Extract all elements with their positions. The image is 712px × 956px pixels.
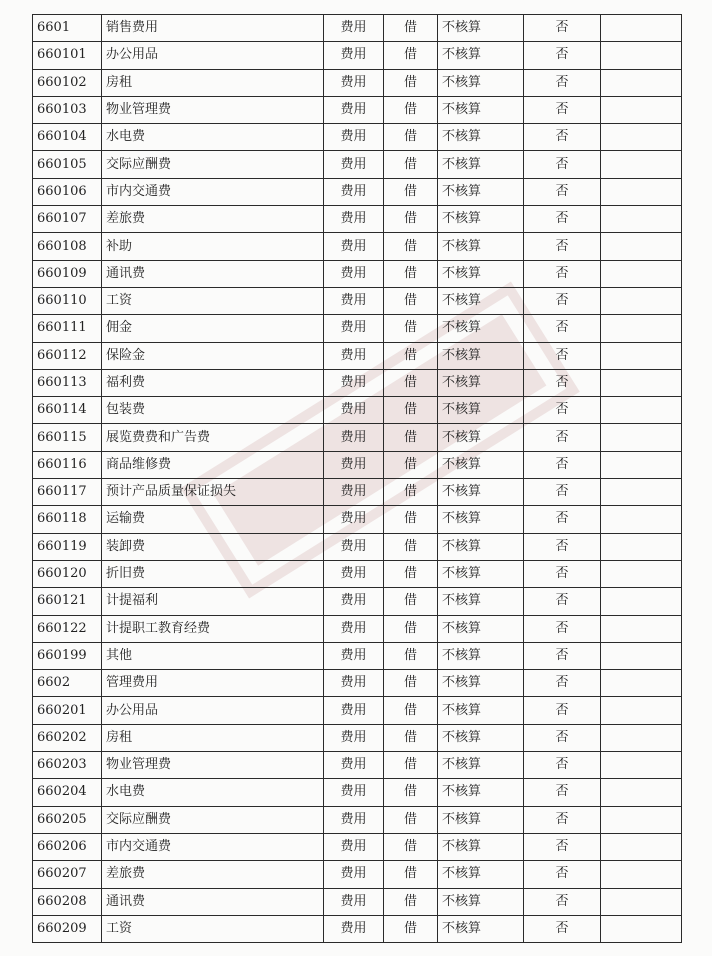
- account-name-cell: 差旅费: [102, 861, 324, 888]
- balance-direction-cell: 借: [384, 915, 438, 942]
- account-type-cell: 费用: [324, 670, 384, 697]
- table-row: [33, 915, 682, 942]
- account-code-cell: 660205: [33, 806, 102, 833]
- account-name-cell: 通讯费: [102, 888, 324, 915]
- auxiliary-accounting-cell: 不核算: [438, 206, 524, 233]
- balance-direction-cell: 借: [384, 533, 438, 560]
- balance-direction-cell: 借: [384, 697, 438, 724]
- table-row: [33, 506, 682, 533]
- account-type-cell: 费用: [324, 69, 384, 96]
- account-name-cell: 通讯费: [102, 260, 324, 287]
- account-code-cell: 6602: [33, 670, 102, 697]
- auxiliary-accounting-cell: 不核算: [438, 424, 524, 451]
- table-row: [33, 642, 682, 669]
- table-row: [33, 615, 682, 642]
- account-code-cell: 660115: [33, 424, 102, 451]
- account-name-cell: 工资: [102, 915, 324, 942]
- balance-direction-cell: 借: [384, 151, 438, 178]
- auxiliary-accounting-cell: 不核算: [438, 642, 524, 669]
- account-type-cell: 费用: [324, 178, 384, 205]
- empty-cell: [601, 888, 682, 915]
- account-code-cell: 660204: [33, 779, 102, 806]
- auxiliary-accounting-cell: 不核算: [438, 397, 524, 424]
- flag-cell: 否: [524, 42, 601, 69]
- flag-cell: 否: [524, 342, 601, 369]
- table-row: [33, 697, 682, 724]
- account-name-cell: 保险金: [102, 342, 324, 369]
- account-code-cell: 660206: [33, 833, 102, 860]
- account-name-cell: 展览费费和广告费: [102, 424, 324, 451]
- flag-cell: 否: [524, 424, 601, 451]
- account-name-cell: 办公用品: [102, 697, 324, 724]
- empty-cell: [601, 915, 682, 942]
- table-row: [33, 206, 682, 233]
- account-name-cell: 水电费: [102, 124, 324, 151]
- empty-cell: [601, 369, 682, 396]
- auxiliary-accounting-cell: 不核算: [438, 915, 524, 942]
- balance-direction-cell: 借: [384, 124, 438, 151]
- empty-cell: [601, 151, 682, 178]
- auxiliary-accounting-cell: 不核算: [438, 369, 524, 396]
- table-row: [33, 233, 682, 260]
- empty-cell: [601, 506, 682, 533]
- account-type-cell: 费用: [324, 342, 384, 369]
- table-row: [33, 96, 682, 123]
- account-type-cell: 费用: [324, 779, 384, 806]
- empty-cell: [601, 588, 682, 615]
- empty-cell: [601, 69, 682, 96]
- balance-direction-cell: 借: [384, 615, 438, 642]
- empty-cell: [601, 479, 682, 506]
- flag-cell: 否: [524, 888, 601, 915]
- account-code-cell: 660105: [33, 151, 102, 178]
- empty-cell: [601, 342, 682, 369]
- flag-cell: 否: [524, 560, 601, 587]
- account-type-cell: 费用: [324, 206, 384, 233]
- flag-cell: 否: [524, 861, 601, 888]
- auxiliary-accounting-cell: 不核算: [438, 342, 524, 369]
- balance-direction-cell: 借: [384, 451, 438, 478]
- balance-direction-cell: 借: [384, 642, 438, 669]
- empty-cell: [601, 779, 682, 806]
- account-code-cell: 660117: [33, 479, 102, 506]
- account-code-cell: 660102: [33, 69, 102, 96]
- account-type-cell: 费用: [324, 42, 384, 69]
- auxiliary-accounting-cell: 不核算: [438, 670, 524, 697]
- account-name-cell: 物业管理费: [102, 96, 324, 123]
- flag-cell: 否: [524, 779, 601, 806]
- empty-cell: [601, 124, 682, 151]
- balance-direction-cell: 借: [384, 806, 438, 833]
- account-type-cell: 费用: [324, 588, 384, 615]
- flag-cell: 否: [524, 69, 601, 96]
- account-name-cell: 计提福利: [102, 588, 324, 615]
- account-code-cell: 660203: [33, 752, 102, 779]
- table-row: [33, 779, 682, 806]
- account-type-cell: 费用: [324, 424, 384, 451]
- flag-cell: 否: [524, 96, 601, 123]
- empty-cell: [601, 424, 682, 451]
- auxiliary-accounting-cell: 不核算: [438, 888, 524, 915]
- account-code-cell: 660202: [33, 724, 102, 751]
- account-code-cell: 6601: [33, 15, 102, 42]
- auxiliary-accounting-cell: 不核算: [438, 233, 524, 260]
- auxiliary-accounting-cell: 不核算: [438, 42, 524, 69]
- balance-direction-cell: 借: [384, 178, 438, 205]
- account-type-cell: 费用: [324, 888, 384, 915]
- account-name-cell: 物业管理费: [102, 752, 324, 779]
- flag-cell: 否: [524, 915, 601, 942]
- table-row: [33, 124, 682, 151]
- empty-cell: [601, 833, 682, 860]
- empty-cell: [601, 752, 682, 779]
- flag-cell: 否: [524, 178, 601, 205]
- table-row: [33, 479, 682, 506]
- account-type-cell: 费用: [324, 806, 384, 833]
- account-code-cell: 660122: [33, 615, 102, 642]
- account-type-cell: 费用: [324, 697, 384, 724]
- auxiliary-accounting-cell: 不核算: [438, 151, 524, 178]
- auxiliary-accounting-cell: 不核算: [438, 69, 524, 96]
- auxiliary-accounting-cell: 不核算: [438, 287, 524, 314]
- account-code-cell: 660208: [33, 888, 102, 915]
- balance-direction-cell: 借: [384, 260, 438, 287]
- flag-cell: 否: [524, 315, 601, 342]
- account-name-cell: 房租: [102, 724, 324, 751]
- account-name-cell: 办公用品: [102, 42, 324, 69]
- balance-direction-cell: 借: [384, 752, 438, 779]
- empty-cell: [601, 697, 682, 724]
- balance-direction-cell: 借: [384, 206, 438, 233]
- account-type-cell: 费用: [324, 451, 384, 478]
- table-row: [33, 752, 682, 779]
- table-body: [33, 15, 682, 943]
- account-name-cell: 市内交通费: [102, 178, 324, 205]
- balance-direction-cell: 借: [384, 15, 438, 42]
- flag-cell: 否: [524, 260, 601, 287]
- auxiliary-accounting-cell: 不核算: [438, 533, 524, 560]
- account-type-cell: 费用: [324, 233, 384, 260]
- account-code-cell: 660111: [33, 315, 102, 342]
- balance-direction-cell: 借: [384, 888, 438, 915]
- flag-cell: 否: [524, 724, 601, 751]
- account-name-cell: 差旅费: [102, 206, 324, 233]
- auxiliary-accounting-cell: 不核算: [438, 260, 524, 287]
- account-type-cell: 费用: [324, 287, 384, 314]
- empty-cell: [601, 724, 682, 751]
- flag-cell: 否: [524, 833, 601, 860]
- account-type-cell: 费用: [324, 397, 384, 424]
- account-type-cell: 费用: [324, 533, 384, 560]
- table-row: [33, 342, 682, 369]
- table-row: [33, 287, 682, 314]
- account-type-cell: 费用: [324, 615, 384, 642]
- account-type-cell: 费用: [324, 96, 384, 123]
- empty-cell: [601, 560, 682, 587]
- flag-cell: 否: [524, 506, 601, 533]
- account-code-cell: 660112: [33, 342, 102, 369]
- balance-direction-cell: 借: [384, 724, 438, 751]
- account-name-cell: 包装费: [102, 397, 324, 424]
- table-row: [33, 42, 682, 69]
- auxiliary-accounting-cell: 不核算: [438, 479, 524, 506]
- account-code-cell: 660207: [33, 861, 102, 888]
- empty-cell: [601, 206, 682, 233]
- account-type-cell: 费用: [324, 724, 384, 751]
- table-row: [33, 588, 682, 615]
- table-row: [33, 724, 682, 751]
- table-row: [33, 888, 682, 915]
- account-code-cell: 660101: [33, 42, 102, 69]
- flag-cell: 否: [524, 397, 601, 424]
- balance-direction-cell: 借: [384, 233, 438, 260]
- account-code-cell: 660108: [33, 233, 102, 260]
- balance-direction-cell: 借: [384, 506, 438, 533]
- account-type-cell: 费用: [324, 369, 384, 396]
- flag-cell: 否: [524, 670, 601, 697]
- table-row: [33, 861, 682, 888]
- flag-cell: 否: [524, 533, 601, 560]
- balance-direction-cell: 借: [384, 69, 438, 96]
- account-name-cell: 补助: [102, 233, 324, 260]
- account-type-cell: 费用: [324, 479, 384, 506]
- account-type-cell: 费用: [324, 833, 384, 860]
- account-name-cell: 交际应酬费: [102, 151, 324, 178]
- account-name-cell: 销售费用: [102, 15, 324, 42]
- empty-cell: [601, 96, 682, 123]
- account-name-cell: 预计产品质量保证损失: [102, 479, 324, 506]
- auxiliary-accounting-cell: 不核算: [438, 779, 524, 806]
- account-type-cell: 费用: [324, 861, 384, 888]
- flag-cell: 否: [524, 752, 601, 779]
- empty-cell: [601, 861, 682, 888]
- table-row: [33, 451, 682, 478]
- balance-direction-cell: 借: [384, 342, 438, 369]
- account-code-cell: 660119: [33, 533, 102, 560]
- account-type-cell: 费用: [324, 315, 384, 342]
- account-type-cell: 费用: [324, 752, 384, 779]
- flag-cell: 否: [524, 806, 601, 833]
- empty-cell: [601, 642, 682, 669]
- account-code-cell: 660109: [33, 260, 102, 287]
- account-name-cell: 运输费: [102, 506, 324, 533]
- table-row: [33, 424, 682, 451]
- account-name-cell: 福利费: [102, 369, 324, 396]
- empty-cell: [601, 42, 682, 69]
- account-name-cell: 装卸费: [102, 533, 324, 560]
- account-name-cell: 商品维修费: [102, 451, 324, 478]
- account-name-cell: 水电费: [102, 779, 324, 806]
- account-type-cell: 费用: [324, 260, 384, 287]
- table-row: [33, 833, 682, 860]
- balance-direction-cell: 借: [384, 369, 438, 396]
- empty-cell: [601, 670, 682, 697]
- table-row: [33, 806, 682, 833]
- empty-cell: [601, 233, 682, 260]
- balance-direction-cell: 借: [384, 588, 438, 615]
- empty-cell: [601, 287, 682, 314]
- empty-cell: [601, 451, 682, 478]
- flag-cell: 否: [524, 151, 601, 178]
- account-code-cell: 660118: [33, 506, 102, 533]
- auxiliary-accounting-cell: 不核算: [438, 752, 524, 779]
- flag-cell: 否: [524, 369, 601, 396]
- account-type-cell: 费用: [324, 915, 384, 942]
- auxiliary-accounting-cell: 不核算: [438, 588, 524, 615]
- flag-cell: 否: [524, 451, 601, 478]
- account-code-cell: 660113: [33, 369, 102, 396]
- flag-cell: 否: [524, 15, 601, 42]
- balance-direction-cell: 借: [384, 560, 438, 587]
- empty-cell: [601, 533, 682, 560]
- account-type-cell: 费用: [324, 124, 384, 151]
- balance-direction-cell: 借: [384, 397, 438, 424]
- flag-cell: 否: [524, 615, 601, 642]
- account-code-cell: 660116: [33, 451, 102, 478]
- account-type-cell: 费用: [324, 506, 384, 533]
- auxiliary-accounting-cell: 不核算: [438, 315, 524, 342]
- auxiliary-accounting-cell: 不核算: [438, 697, 524, 724]
- auxiliary-accounting-cell: 不核算: [438, 451, 524, 478]
- balance-direction-cell: 借: [384, 42, 438, 69]
- empty-cell: [601, 260, 682, 287]
- flag-cell: 否: [524, 124, 601, 151]
- account-name-cell: 工资: [102, 287, 324, 314]
- auxiliary-accounting-cell: 不核算: [438, 806, 524, 833]
- account-type-cell: 费用: [324, 642, 384, 669]
- account-name-cell: 管理费用: [102, 670, 324, 697]
- account-type-cell: 费用: [324, 560, 384, 587]
- empty-cell: [601, 397, 682, 424]
- account-code-cell: 660103: [33, 96, 102, 123]
- table-row: [33, 397, 682, 424]
- balance-direction-cell: 借: [384, 315, 438, 342]
- account-code-cell: 660107: [33, 206, 102, 233]
- balance-direction-cell: 借: [384, 96, 438, 123]
- flag-cell: 否: [524, 642, 601, 669]
- account-code-cell: 660199: [33, 642, 102, 669]
- auxiliary-accounting-cell: 不核算: [438, 15, 524, 42]
- table-row: [33, 178, 682, 205]
- auxiliary-accounting-cell: 不核算: [438, 560, 524, 587]
- auxiliary-accounting-cell: 不核算: [438, 506, 524, 533]
- flag-cell: 否: [524, 588, 601, 615]
- table-row: [33, 560, 682, 587]
- balance-direction-cell: 借: [384, 479, 438, 506]
- balance-direction-cell: 借: [384, 670, 438, 697]
- account-code-cell: 660209: [33, 915, 102, 942]
- account-type-cell: 费用: [324, 151, 384, 178]
- auxiliary-accounting-cell: 不核算: [438, 861, 524, 888]
- account-code-cell: 660120: [33, 560, 102, 587]
- table-row: [33, 315, 682, 342]
- empty-cell: [601, 806, 682, 833]
- auxiliary-accounting-cell: 不核算: [438, 124, 524, 151]
- auxiliary-accounting-cell: 不核算: [438, 833, 524, 860]
- flag-cell: 否: [524, 206, 601, 233]
- account-code-cell: 660114: [33, 397, 102, 424]
- flag-cell: 否: [524, 697, 601, 724]
- empty-cell: [601, 15, 682, 42]
- auxiliary-accounting-cell: 不核算: [438, 178, 524, 205]
- table-row: [33, 533, 682, 560]
- flag-cell: 否: [524, 479, 601, 506]
- table-row: [33, 151, 682, 178]
- balance-direction-cell: 借: [384, 861, 438, 888]
- account-code-table: [32, 14, 682, 943]
- table-row: [33, 15, 682, 42]
- account-code-cell: 660121: [33, 588, 102, 615]
- balance-direction-cell: 借: [384, 779, 438, 806]
- empty-cell: [601, 178, 682, 205]
- auxiliary-accounting-cell: 不核算: [438, 96, 524, 123]
- account-code-cell: 660201: [33, 697, 102, 724]
- account-type-cell: 费用: [324, 15, 384, 42]
- account-name-cell: 交际应酬费: [102, 806, 324, 833]
- account-name-cell: 其他: [102, 642, 324, 669]
- flag-cell: 否: [524, 287, 601, 314]
- balance-direction-cell: 借: [384, 424, 438, 451]
- account-name-cell: 折旧费: [102, 560, 324, 587]
- account-code-cell: 660104: [33, 124, 102, 151]
- table-row: [33, 369, 682, 396]
- account-name-cell: 计提职工教育经费: [102, 615, 324, 642]
- auxiliary-accounting-cell: 不核算: [438, 724, 524, 751]
- account-code-cell: 660106: [33, 178, 102, 205]
- table-row: [33, 69, 682, 96]
- empty-cell: [601, 615, 682, 642]
- table-row: [33, 670, 682, 697]
- table-row: [33, 260, 682, 287]
- account-name-cell: 市内交通费: [102, 833, 324, 860]
- auxiliary-accounting-cell: 不核算: [438, 615, 524, 642]
- balance-direction-cell: 借: [384, 287, 438, 314]
- account-name-cell: 房租: [102, 69, 324, 96]
- balance-direction-cell: 借: [384, 833, 438, 860]
- empty-cell: [601, 315, 682, 342]
- account-code-cell: 660110: [33, 287, 102, 314]
- flag-cell: 否: [524, 233, 601, 260]
- account-name-cell: 佣金: [102, 315, 324, 342]
